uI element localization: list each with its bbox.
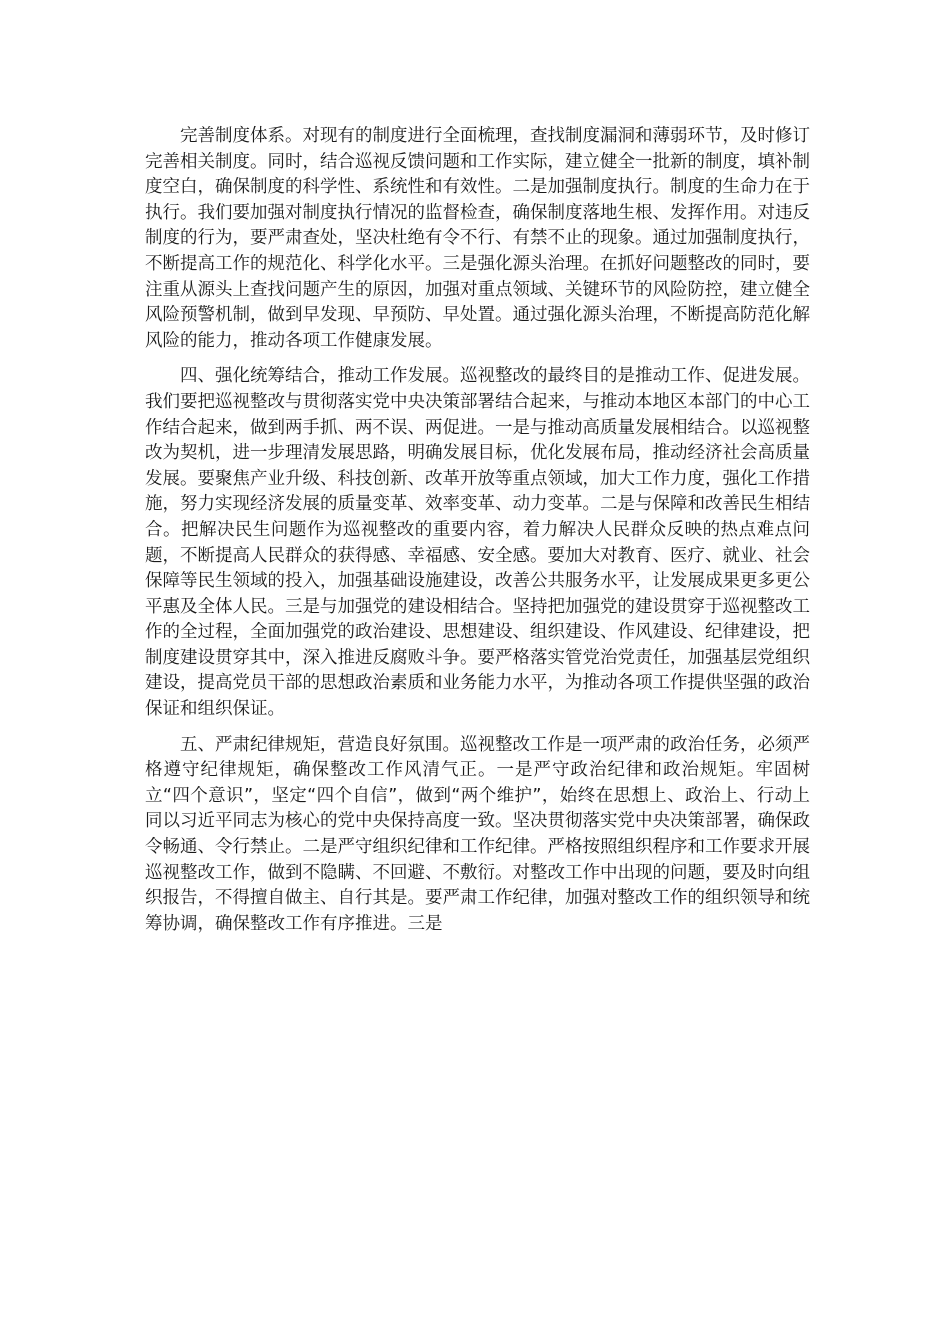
paragraph-institution-system: 完善制度体系。对现有的制度进行全面梳理，查找制度漏洞和薄弱环节，及时修订完善相关制度。同时，结合巡视反馈问题和工作实际，建立健全一批新的制度，填补制度空白，确保制度的科学性、系统性和有效性。二是加强制度执行。制度的生命力在于执行。我们要加强对制度执行情况的监督检查，确保制度落地生根、发挥作用。对违反制度的行为，要严肃查处，坚决杜绝有令不行、有禁不止的现象。通过加强制度执行，不断提高工作的规范化、科学化水平。三是强化源头治理。在抓好问题整改的同时，要注重从源头上查找问题产生的原因，加强对重点领域、关键环节的风险防控，建立健全风险预警机制，做到早发现、早预防、早处置。通过强化源头治理，不断提高防范化解风险的能力，推动各项工作健康发展。 xyxy=(145,126,810,351)
paragraph-section-five: 五、严肃纪律规矩，营造良好氛围。巡视整改工作是一项严肃的政治任务，必须严格遵守纪律规矩，确保整改工作风清气正。一是严守政治纪律和政治规矩。牢固树立“四个意识”，坚定“四个自信”，做到“两个维护”，始终在思想上、政治上、行动上同以习近平同志为核心的党中央保持高度一致。坚决贯彻落实党中央决策部署，确保政令畅通、令行禁止。二是严守组织纪律和工作纪律。严格按照组织程序和工作要求开展巡视整改工作，做到不隐瞒、不回避、不敷衍。对整改工作中出现的问题，要及时向组织报告，不得擅自做主、自行其是。要严肃工作纪律，加强对整改工作的组织领导和统筹协调，确保整改工作有序推进。三是 xyxy=(145,734,810,934)
document-body xyxy=(145,124,810,937)
paragraph-section-four: 四、强化统筹结合，推动工作发展。巡视整改的最终目的是推动工作、促进发展。我们要把巡视整改与贯彻落实党中央决策部署结合起来，与推动本地区本部门的中心工作结合起来，做到两手抓、两不误、两促进。一是与推动高质量发展相结合。以巡视整改为契机，进一步理清发展思路，明确发展目标，优化发展布局，推动经济社会高质量发展。要聚焦产业升级、科技创新、改革开放等重点领域，加大工作力度，强化工作措施，努力实现经济发展的质量变革、效率变革、动力变革。二是与保障和改善民生相结合。把解决民生问题作为巡视整改的重要内容，着力解决人民群众反映的热点难点问题，不断提高人民群众的获得感、幸福感、安全感。要加大对教育、医疗、就业、社会保障等民生领域的投入，加强基础设施建设，改善公共服务水平，让发展成果更多更公平惠及全体人民。三是与加强党的建设相结合。坚持把加强党的建设贯穿于巡视整改工作的全过程，全面加强党的政治建设、思想建设、组织建设、作风建设、纪律建设，把制度建设贯穿其中，深入推进反腐败斗争。要严格落实管党治党责任，加强基层党组织建设，提高党员干部的思想政治素质和业务能力水平，为推动各项工作提供坚强的政治保证和组织保证。 xyxy=(145,366,810,720)
